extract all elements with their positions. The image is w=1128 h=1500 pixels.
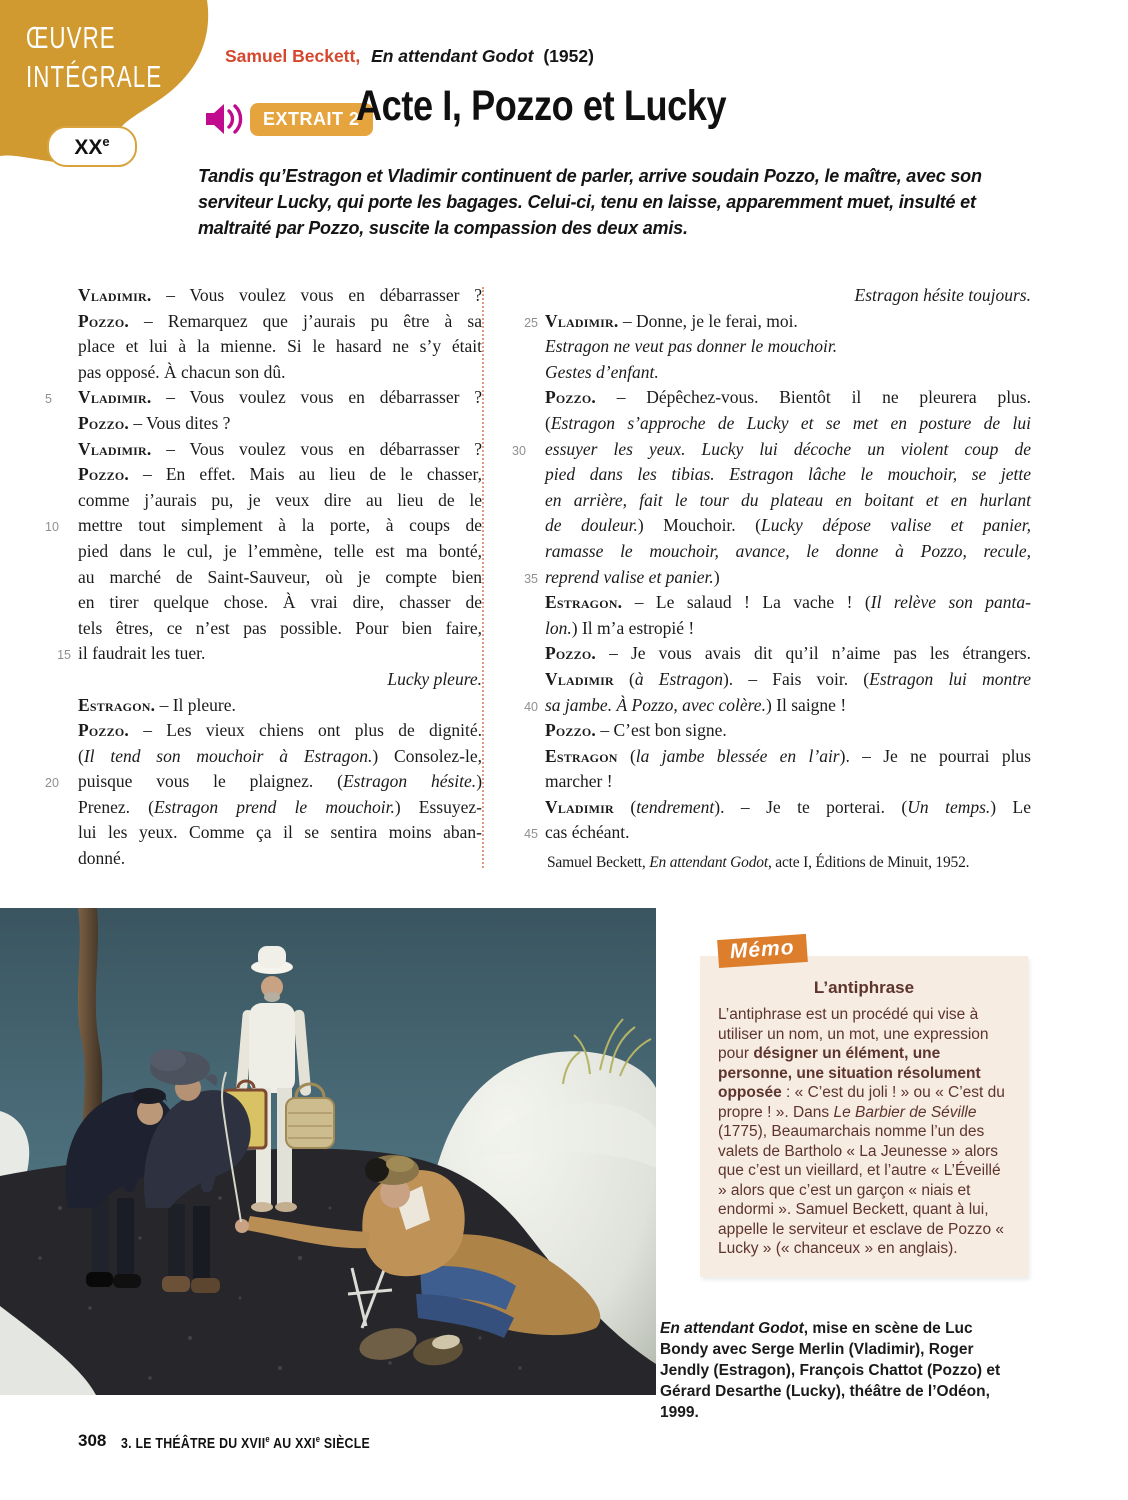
text-segment: Estragon. (78, 694, 156, 715)
play-line (78, 334, 482, 360)
text-segment: e (102, 133, 110, 149)
text-segment: Vladimir. (78, 438, 152, 459)
text-segment: Pozzo. (78, 310, 129, 331)
play-line (57, 641, 482, 667)
play-line (524, 820, 1031, 846)
text-segment: puisque vous le plaignez. ( (78, 771, 343, 792)
text-segment: pas opposé. À chacun son dû. (78, 361, 286, 382)
text-segment: Prenez. ( (78, 796, 154, 817)
work-reference-line (225, 46, 594, 67)
play-line (545, 744, 1031, 770)
stage-photo (0, 908, 656, 1395)
extract-title: Acte I, Pozzo et Lucky (356, 82, 727, 130)
text-segment: ) (713, 566, 720, 587)
work-year: (1952) (543, 46, 594, 66)
text-segment: – Dépêchez-vous. Bientôt il ne pleurera plus. (595, 387, 1031, 408)
text-segment: de douleur. (545, 515, 638, 536)
text-segment: tels êtres, ce n’est pas possible. Pour bien faire, (78, 617, 482, 638)
oeuvre-integrale-label (26, 18, 162, 96)
text-segment: Pozzo. (545, 720, 596, 741)
play-line (545, 795, 1031, 821)
intro-line: serviteur Lucky, qui porte les bagages. Celui-ci, tenu en laisse, apparemment muet, insulté et (198, 192, 976, 212)
play-line (45, 769, 483, 795)
text-segment: la jambe blessée en l’air (635, 745, 840, 766)
text-segment: ( (613, 796, 637, 817)
text-segment: 3. LE THÉÂTRE DU XVII (121, 1435, 266, 1452)
extract-badge-label: EXTRAIT 2 (263, 109, 360, 129)
text-segment: Pozzo. (545, 387, 596, 408)
play-line (78, 667, 482, 693)
play-line (545, 539, 1031, 565)
text-segment: Vladimir. (78, 285, 152, 305)
line-number: 10 (45, 520, 59, 535)
text-segment: ). – Fais voir. ( (722, 668, 870, 689)
play-line (545, 334, 1031, 360)
text-segment: sa jambe. À Pozzo, avec colère. (545, 694, 766, 715)
text-segment: marcher ! (545, 771, 613, 792)
text-segment: Pozzo. (78, 464, 129, 485)
page-number: 308 (78, 1431, 107, 1450)
text-segment: ) Essuyez- (394, 796, 482, 817)
memo-title: L’antiphrase (813, 978, 915, 997)
play-line (545, 667, 1031, 693)
line-number: 30 (512, 443, 526, 458)
play-line (78, 539, 482, 565)
play-line (78, 718, 482, 744)
text-segment: Lucky dépose valise et panier, (761, 515, 1031, 536)
intro-line: Tandis qu’Estragon et Vladimir continuent de parler, arrive soudain Pozzo, le maître, avec son (198, 166, 982, 186)
text-segment: – Il pleure. (155, 694, 236, 715)
text-segment: il faudrait les tuer. (78, 643, 206, 664)
play-line (524, 693, 1031, 719)
text-segment: ( (613, 668, 635, 689)
intro-line: maltraité par Pozzo, suscite la compassion des deux amis. (198, 218, 688, 238)
text-segment: en tirer quelque chose. À vrai dire, chasser de (78, 592, 482, 613)
text-segment: ) Le (990, 796, 1032, 817)
text-segment: , mise en scène de Luc Bondy avec Serge Merlin (Vladimir), Roger Jendly (Estragon), François Chattot (Pozzo) et Gérard Desarthe (Lucky), théâtre de l’Odéon, 1999. (660, 1320, 1001, 1421)
text-segment: e (265, 1434, 270, 1444)
text-segment: ) (476, 771, 483, 792)
play-line (545, 513, 1031, 539)
photo-basket (286, 1098, 334, 1148)
play-line (545, 641, 1031, 667)
play-line (78, 437, 482, 463)
text-segment: lui les yeux. Comme ça il se sentira moins aban- (78, 822, 482, 843)
play-line (545, 283, 1031, 309)
text-segment: donné. (78, 848, 126, 869)
text-segment: Estragon. (545, 592, 623, 613)
century-text (74, 134, 109, 160)
speaker-audio-icon[interactable] (204, 101, 244, 137)
play-text-right-column (512, 283, 1032, 846)
play-line (545, 616, 1031, 642)
text-segment: Pozzo. (78, 720, 129, 741)
play-line (512, 437, 1031, 463)
text-segment: SIÈCLE (320, 1435, 370, 1452)
play-line (78, 565, 482, 591)
intro-summary (198, 163, 1028, 241)
play-line (78, 616, 482, 642)
text-segment: – Vous voulez vous en débarrasser ? (151, 387, 482, 408)
text-segment: Estragon lui montre (869, 668, 1031, 689)
text-segment: Gestes d’enfant. (545, 361, 659, 382)
text-segment: – Le salaud ! La vache ! ( (622, 592, 871, 613)
play-line (545, 385, 1031, 411)
play-line (545, 718, 1031, 744)
text-segment: au marché de Saint-Sauveur, où je compte bien (78, 566, 482, 587)
line-number: 5 (45, 392, 52, 407)
text-segment: pied dans les tibias. Estragon lâche le mouchoir, se jette (545, 464, 1031, 485)
play-line (545, 590, 1031, 616)
play-line (78, 488, 482, 514)
text-segment: ( (545, 412, 551, 433)
text-segment: pied dans le cul, je l’emmène, telle est ma bonté, (78, 540, 482, 561)
text-segment: ) Il saigne ! (765, 694, 847, 715)
text-segment: place et lui à la mienne. Si le hasard ne s’y était (78, 336, 482, 357)
play-line (78, 283, 482, 309)
text-segment: en arrière, fait le tour du plateau en boitant et en hurlant (545, 489, 1031, 510)
text-segment: Le Barbier de Séville (833, 1103, 977, 1121)
play-line (524, 565, 1031, 591)
play-line (78, 360, 482, 386)
line-number: 40 (524, 699, 538, 714)
play-line (78, 744, 482, 770)
work-title: En attendant Godot (371, 46, 534, 66)
play-line (545, 462, 1031, 488)
play-line (45, 385, 482, 411)
source-citation (547, 854, 1033, 872)
text-segment: Pozzo. (78, 412, 129, 433)
text-segment: Vladimir (545, 796, 614, 817)
text-segment: Il tend son mouchoir à Estragon. (83, 745, 373, 766)
memo-body (718, 1005, 1010, 1259)
text-segment: Samuel Beckett, (547, 854, 650, 871)
text-segment: à Estragon (634, 668, 723, 689)
text-segment: : « C’est du joli ! » ou « C’est du propre ! ». Dans (718, 1084, 1005, 1121)
text-segment: (1775), Beaumarchais nomme l’un des valets de Bartholo « La Jeunesse » alors que c’est un vieillard, et l’autre « L’Éveillé » alors que c’est un garçon « niais et endormi ». Samuel Beckett, quant à lui, appelle le serviteur et esclave de Pozzo « Lucky » (« chanceux » en anglais). (718, 1123, 1005, 1257)
text-segment: e (315, 1434, 321, 1444)
play-line (78, 820, 482, 846)
text-segment: – Vous voulez vous en débarrasser ? (151, 285, 482, 305)
memo-box (700, 935, 1028, 1277)
text-segment: – Donne, je le ferai, moi. (618, 310, 798, 331)
text-segment: Estragon hésite. (342, 771, 477, 792)
text-segment: Lucky pleure. (387, 668, 482, 689)
text-segment: Pozzo. (545, 643, 596, 664)
play-line (545, 488, 1031, 514)
text-segment: AU XXI (269, 1435, 316, 1452)
text-segment: Estragon ne veut pas donner le mouchoir. (545, 336, 838, 357)
play-line (78, 462, 482, 488)
oeuvre-line: ŒUVRE (26, 20, 116, 55)
text-segment: Vladimir. (545, 310, 619, 331)
text-segment: tendrement (636, 796, 715, 817)
text-segment: ) Consolez-le, (372, 745, 482, 766)
text-segment: désigner un élément, une personne, une situation résolument opposée (718, 1045, 981, 1101)
play-line (524, 309, 1031, 335)
line-number: 15 (57, 648, 71, 663)
play-line (78, 411, 482, 437)
text-segment: essuyer les yeux. Lucky lui décoche un violent coup de (545, 438, 1031, 459)
column-divider (482, 287, 484, 868)
text-segment: – Vous dites ? (128, 412, 231, 433)
play-line (545, 769, 1031, 795)
line-number: 35 (524, 571, 538, 586)
text-segment: cas échéant. (545, 822, 630, 843)
text-segment: mettre tout simplement à la porte, à coups de (78, 515, 482, 536)
integrale-line: INTÉGRALE (26, 59, 163, 94)
text-segment: ). – Je ne pourrai plus (839, 745, 1031, 766)
text-segment: – Vous voulez vous en débarrasser ? (151, 438, 482, 459)
play-line (78, 590, 482, 616)
play-line (45, 513, 482, 539)
text-segment: Il relève son panta- (870, 592, 1031, 613)
text-segment: Estragon s’approche de Lucky et se met en posture de lui (550, 412, 1031, 433)
text-segment: En attendant Godot (660, 1320, 804, 1337)
text-segment: reprend valise et panier. (545, 566, 714, 587)
text-segment: En attendant Godot (649, 854, 768, 871)
text-segment: – C’est bon signe. (595, 720, 727, 741)
play-line (78, 846, 482, 872)
text-segment: XX (74, 135, 103, 159)
text-segment: Vladimir. (78, 387, 152, 408)
chapter-footer (121, 1434, 370, 1452)
memo-badge: Mémo (717, 934, 807, 968)
author-name: Samuel Beckett, (225, 46, 361, 66)
text-segment: ramasse le mouchoir, avance, le donne à Pozzo, recule, (545, 540, 1031, 561)
text-segment: Estragon hésite toujours. (854, 285, 1031, 305)
text-segment: ( (78, 745, 84, 766)
text-segment: Estragon prend le mouchoir. (153, 796, 395, 817)
century-badge (47, 126, 137, 167)
text-segment: – Les vieux chiens ont plus de dignité. (128, 720, 482, 741)
play-line (545, 411, 1031, 437)
text-segment: ) Mouchoir. ( (637, 515, 762, 536)
line-number: 25 (524, 315, 538, 330)
text-segment: ( (617, 745, 636, 766)
text-segment: comme j’aurais pu, je veux dire au lieu de le (78, 489, 482, 510)
text-segment: – En effet. Mais au lieu de le chasser, (128, 464, 482, 485)
extract-badge (250, 103, 373, 136)
line-number: 45 (524, 827, 538, 842)
photo-caption (660, 1318, 1016, 1423)
text-segment: Estragon (545, 745, 618, 766)
text-segment: L’antiphrase est un procédé qui vise à utiliser un nom, un mot, une expression pour (718, 1006, 989, 1062)
text-segment: ) Il m’a estropié ! (571, 617, 695, 638)
text-segment: – Remarquez que j’aurais pu être à sa (128, 310, 482, 331)
play-line (545, 360, 1031, 386)
text-segment: Vladimir (545, 668, 614, 689)
text-segment: lon. (545, 617, 572, 638)
text-segment: Un temps. (907, 796, 991, 817)
text-segment: , acte I, Éditions de Minuit, 1952. (767, 854, 970, 871)
line-number: 20 (45, 776, 59, 791)
text-segment: ). – Je te porterai. ( (714, 796, 908, 817)
play-line (78, 795, 482, 821)
play-text-left-column (45, 283, 483, 872)
text-segment: – Je vous avais dit qu’il n’aime pas les étrangers. (595, 643, 1031, 664)
play-line (78, 693, 482, 719)
play-line (78, 309, 482, 335)
